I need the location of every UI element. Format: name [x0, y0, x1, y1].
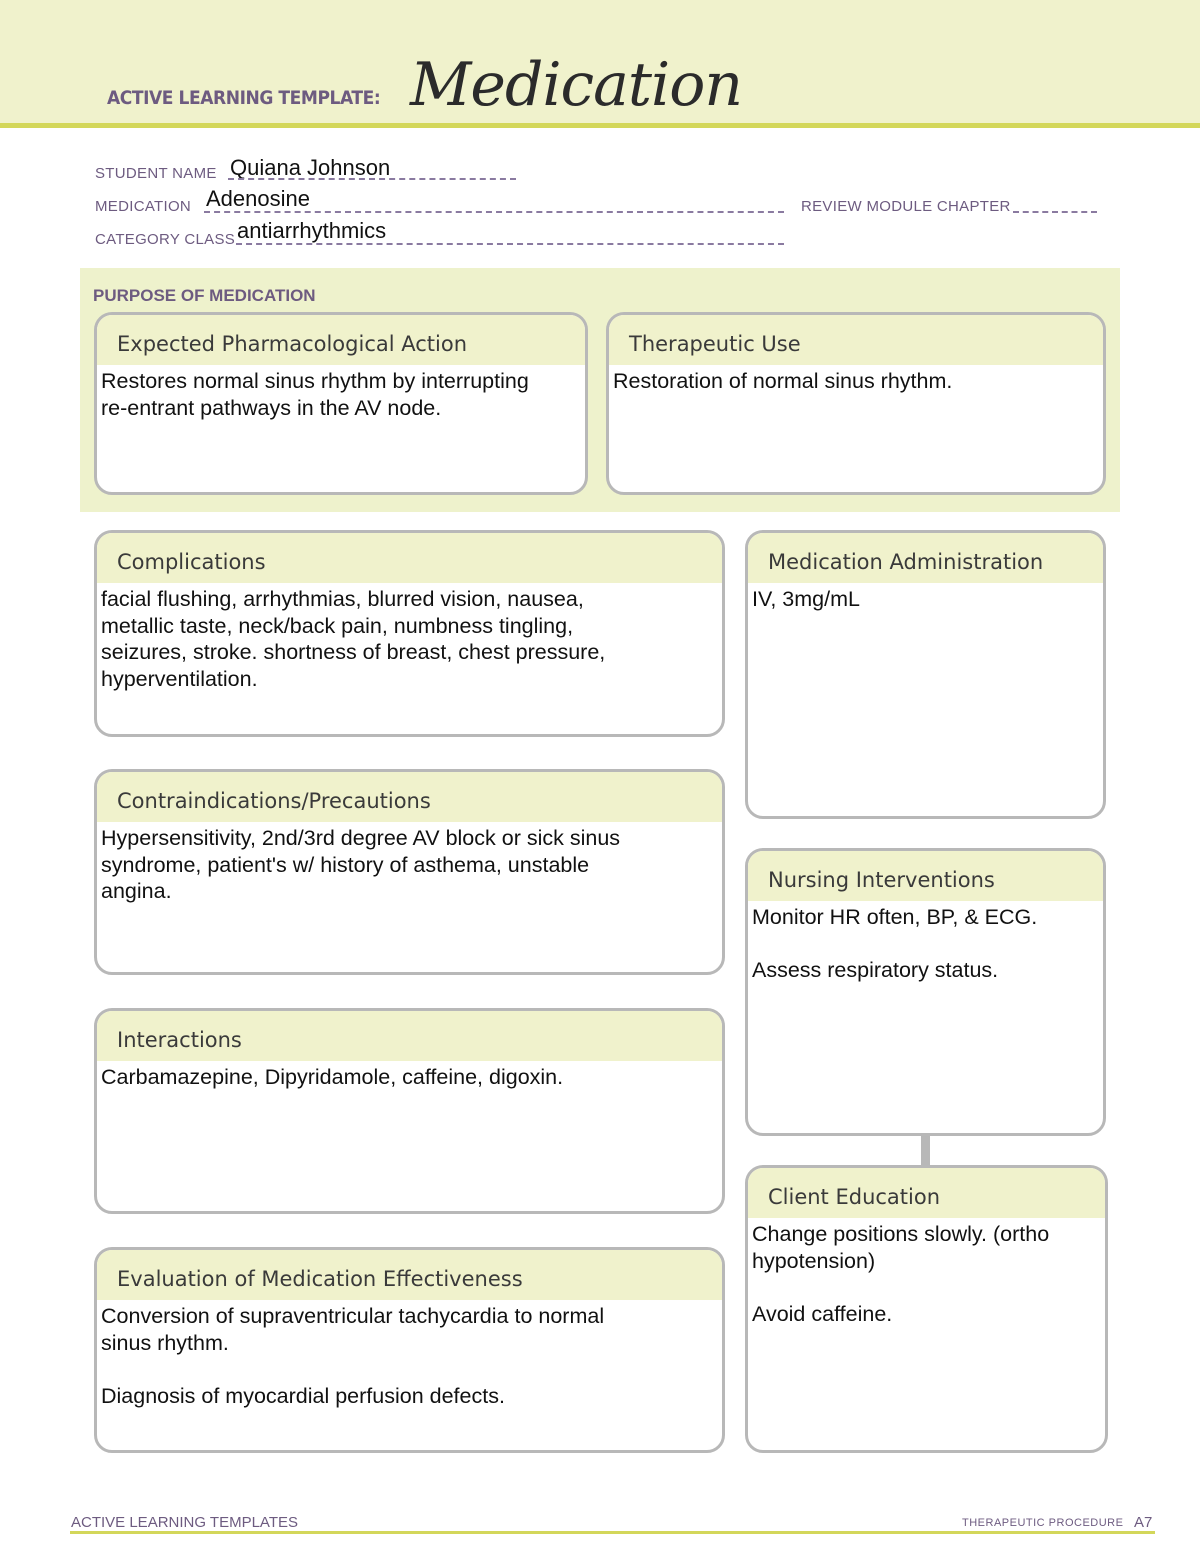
student-name-line — [228, 178, 516, 180]
student-name-value[interactable]: Quiana Johnson — [230, 155, 391, 180]
footer-divider — [70, 1531, 1155, 1534]
expected-action-box — [94, 312, 588, 495]
purpose-label: PURPOSE OF MEDICATION — [93, 286, 316, 305]
box-title: Client Education — [748, 1168, 1105, 1218]
review-module-label: REVIEW MODULE CHAPTER — [801, 198, 1011, 215]
category-class-line — [236, 243, 784, 245]
complications-box — [94, 530, 725, 737]
box-connector — [921, 1134, 930, 1167]
medication-line — [204, 211, 784, 213]
footer-page-number: A7 — [1134, 1514, 1153, 1531]
medication-value[interactable]: Adenosine — [206, 186, 310, 211]
student-name-label: STUDENT NAME — [95, 165, 217, 182]
box-title: Evaluation of Medication Effectiveness — [97, 1250, 722, 1300]
box-title: Complications — [97, 533, 722, 583]
box-content[interactable]: Restoration of normal sinus rhythm. — [613, 369, 953, 393]
category-class-label: CATEGORY CLASS — [95, 231, 236, 248]
review-module-line — [1013, 211, 1097, 213]
page-title: Medication — [410, 50, 742, 120]
box-content[interactable]: Hypersensitivity, 2nd/3rd degree AV block or sick sinus syndrome, patient's w/ history of asthema, unstable angina. — [101, 826, 621, 903]
box-content[interactable]: IV, 3mg/mL — [752, 587, 860, 611]
interactions-box — [94, 1008, 725, 1214]
box-content[interactable]: Monitor HR often, BP, & ECG. Assess respiratory status. — [752, 905, 1038, 982]
footer-left: ACTIVE LEARNING TEMPLATES — [71, 1514, 298, 1531]
medication-label: MEDICATION — [95, 198, 192, 215]
box-title: Medication Administration — [748, 533, 1103, 583]
medication-administration-box — [745, 530, 1106, 819]
therapeutic-use-box — [606, 312, 1106, 495]
box-content[interactable]: Change positions slowly. (ortho hypotension) Avoid caffeine. — [752, 1222, 1050, 1326]
template-label: ACTIVE LEARNING TEMPLATE: — [107, 87, 381, 109]
box-title: Therapeutic Use — [609, 315, 1103, 365]
nursing-interventions-box — [745, 848, 1106, 1136]
box-content[interactable]: Restores normal sinus rhythm by interrupting re-entrant pathways in the AV node. — [101, 369, 529, 420]
box-title: Expected Pharmacological Action — [97, 315, 585, 365]
header-banner — [0, 0, 1200, 128]
box-content[interactable]: facial flushing, arrhythmias, blurred vision, nausea, metallic taste, neck/back pain, numbness tingling, seizures, stroke. shortness of breast, chest pressure, hyperventilation. — [101, 587, 606, 691]
category-class-value[interactable]: antiarrhythmics — [237, 218, 387, 243]
contraindications-box — [94, 769, 725, 975]
box-title: Nursing Interventions — [748, 851, 1103, 901]
evaluation-box — [94, 1247, 725, 1453]
box-title: Contraindications/Precautions — [97, 772, 722, 822]
footer-section: THERAPEUTIC PROCEDURE — [962, 1517, 1124, 1529]
box-title: Interactions — [97, 1011, 722, 1061]
box-content[interactable]: Conversion of supraventricular tachycardia to normal sinus rhythm. Diagnosis of myocardial perfusion defects. — [101, 1304, 605, 1408]
box-content[interactable]: Carbamazepine, Dipyridamole, caffeine, digoxin. — [101, 1065, 564, 1089]
client-education-box — [745, 1165, 1108, 1453]
